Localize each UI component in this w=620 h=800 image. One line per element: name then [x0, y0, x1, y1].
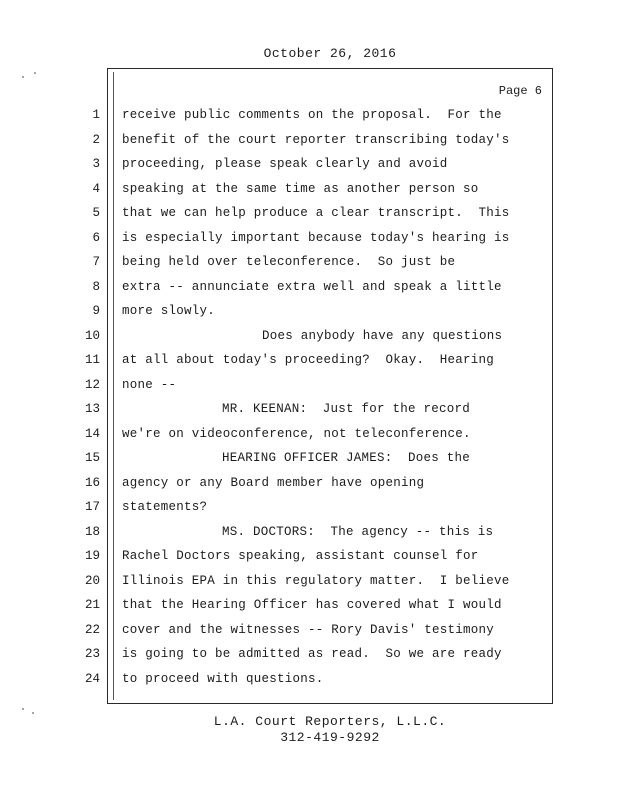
line-number: 22 [84, 622, 100, 637]
line-number: 17 [84, 500, 100, 514]
line-number: 11 [84, 353, 100, 367]
transcript-line: speaking at the same time as another person so [122, 181, 479, 196]
transcript-line: being held over teleconference. So just be [122, 255, 456, 269]
transcript-line: Does anybody have any questions [262, 328, 503, 343]
line-number: 3 [92, 157, 100, 171]
transcript-line: Rachel Doctors speaking, assistant counsel for [122, 549, 479, 563]
transcript-line: is especially important because today's hearing is [122, 230, 510, 245]
transcript-line: more slowly. [122, 304, 216, 318]
line-number: 1 [92, 108, 100, 122]
line-number: 9 [92, 304, 100, 318]
transcript-line: MS. DOCTORS: The agency -- this is [222, 524, 494, 539]
line-number: 18 [84, 524, 100, 539]
line-number: 7 [92, 255, 100, 269]
line-number-column [60, 103, 100, 691]
transcript-line: benefit of the court reporter transcribing today's [122, 132, 510, 147]
scan-speck [34, 72, 36, 74]
transcript-line: we're on videoconference, not teleconference. [122, 426, 471, 441]
transcript-date: October 26, 2016 [263, 46, 397, 61]
line-number: 5 [92, 206, 100, 220]
line-number: 21 [84, 598, 100, 612]
transcript-line: MR. KEENAN: Just for the record [222, 402, 471, 416]
transcript-line: at all about today's proceeding? Okay. Hearing [122, 353, 495, 367]
transcript-line: proceeding, please speak clearly and avoid [122, 157, 448, 171]
scan-speck [22, 708, 24, 710]
line-number: 19 [84, 549, 100, 563]
line-number: 14 [84, 426, 100, 441]
transcript-body [122, 103, 547, 691]
page-number: Page 6 [498, 84, 542, 98]
line-number: 10 [84, 328, 100, 343]
transcript-line: receive public comments on the proposal. For the [122, 108, 502, 122]
line-number: 12 [84, 377, 100, 392]
transcript-line: cover and the witnesses -- Rory Davis' testimony [122, 622, 495, 637]
page-footer [0, 714, 620, 746]
reporter-company: L.A. Court Reporters, L.L.C. [213, 714, 447, 729]
transcript-line: Illinois EPA in this regulatory matter. I believe [122, 573, 510, 588]
transcript-line: is going to be admitted as read. So we are ready [122, 647, 502, 661]
transcript-line: agency or any Board member have opening [122, 475, 425, 490]
scan-speck [22, 76, 24, 78]
transcript-line: statements? [122, 500, 208, 514]
transcript-line: HEARING OFFICER JAMES: Does the [222, 451, 471, 465]
line-number: 20 [84, 573, 100, 588]
line-number: 6 [92, 230, 100, 245]
margin-rule [113, 72, 114, 700]
transcript-line: none -- [122, 377, 177, 392]
transcript-line: that we can help produce a clear transcript. This [122, 206, 510, 220]
reporter-phone: 312-419-9292 [280, 730, 380, 745]
line-number: 23 [84, 647, 100, 661]
line-number: 4 [92, 181, 100, 196]
line-number: 13 [84, 402, 100, 416]
transcript-line: to proceed with questions. [122, 671, 324, 686]
line-number: 2 [92, 132, 100, 147]
line-number: 15 [84, 451, 100, 465]
line-number: 8 [92, 279, 100, 294]
line-number: 24 [84, 671, 100, 686]
transcript-line: extra -- annunciate extra well and speak a little [122, 279, 502, 294]
transcript-line: that the Hearing Officer has covered what I would [122, 598, 502, 612]
scan-speck [32, 712, 34, 714]
line-number: 16 [84, 475, 100, 490]
